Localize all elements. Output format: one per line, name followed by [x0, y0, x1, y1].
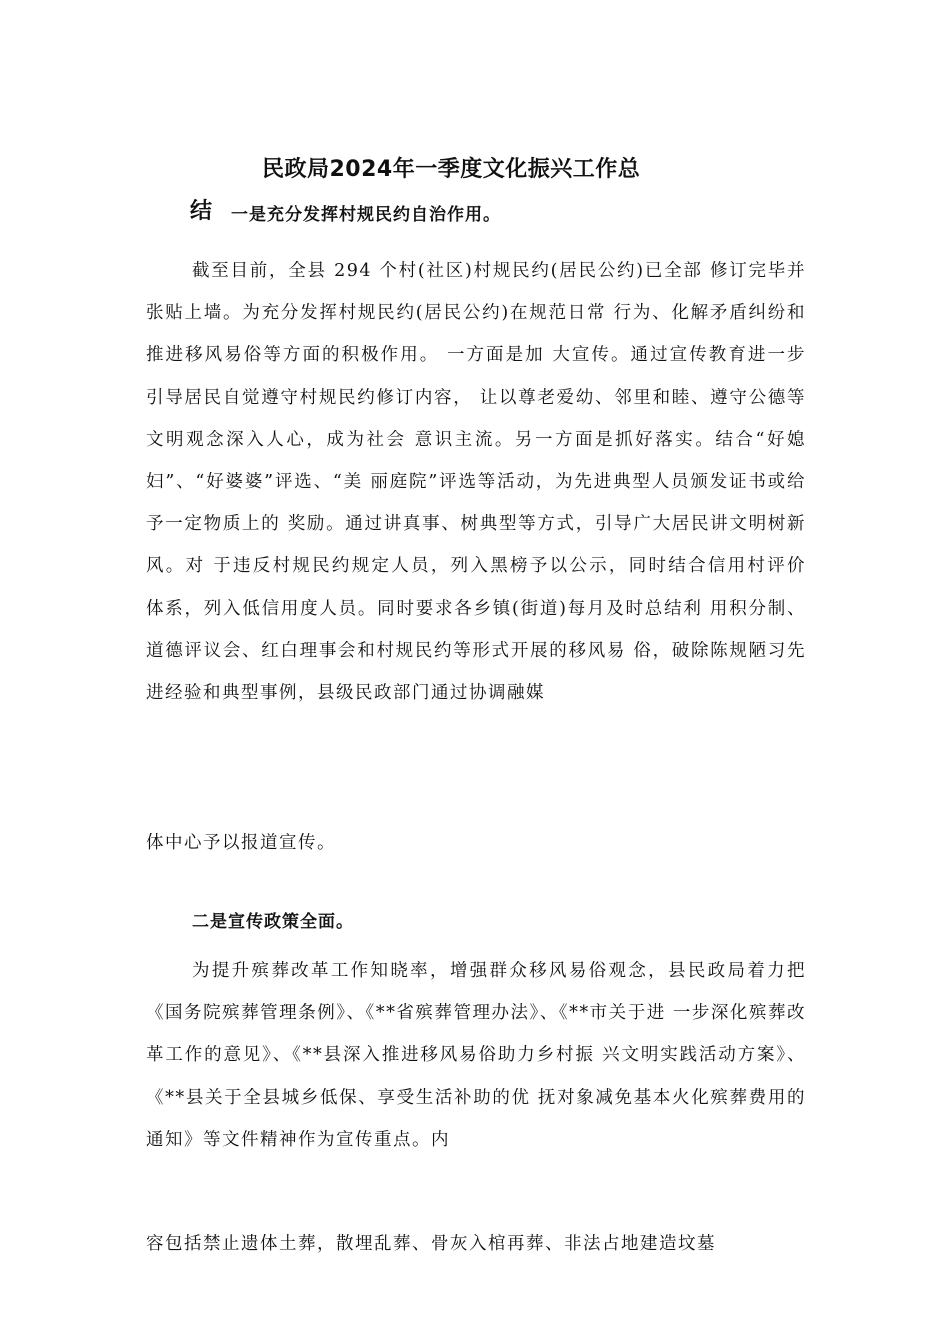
section-paragraph-2-continuation: 容包括禁止遗体土葬，散埋乱葬、骨灰入棺再葬、非法占地建造坟墓	[146, 1234, 716, 1254]
section-heading-1: 一是充分发挥村规民约自治作用。	[231, 205, 501, 225]
document-title: 民政局2024年一季度文化振兴工作总	[262, 157, 641, 182]
section-paragraph-1-continuation: 体中心予以报道宣传。	[146, 833, 336, 853]
section-paragraph-1: 截至目前，全县 294 个村(社区)村规民约(居民公约)已全部 修订完毕并张贴上墙。为充分发挥村规民约(居民公约)在规范日常 行为、化解矛盾纠纷和推进移风易俗等方面的积极作用。 一方面是加 大宣传。通过宣传教育进一步引导居民自觉遵守村规民约修订内容， 让以尊老爱幼、邻里和睦、遵守公德等文明观念深入人心，成为社会 意识主流。另一方面是抓好落实。结合“好媳妇”、“好婆婆”评选、“美 丽庭院”评选等活动，为先进典型人员颁发证书或给予一定物质上的 奖励。通过讲真事、树典型等方式，引导广大居民讲文明树新风。对 于违反村规民约规定人员，列入黑榜予以公示，同时结合信用村评价 体系，列入低信用度人员。同时要求各乡镇(街道)每月及时总结利 用积分制、道德评议会、红白理事会和村规民约等形式开展的移风易 俗，破除陈规陋习先进经验和典型事例，县级民政部门通过协调融媒	[146, 261, 806, 704]
section-paragraph-2: 为提升殡葬改革工作知晓率，增强群众移风易俗观念，县民政局着力把《国务院殡葬管理条例》、《**省殡葬管理办法》、《**市关于进 一步深化殡葬改革工作的意见》、《**县深入推进移风易俗助力乡村振 兴文明实践活动方案》、《**县关于全县城乡低保、享受生活补助的优 抚对象减免基本火化殡葬费用的通知》等文件精神作为宣传重点。内	[146, 961, 806, 1150]
document-title-continuation: 结	[190, 199, 213, 224]
section-heading-2: 二是宣传政策全面。	[192, 912, 354, 932]
